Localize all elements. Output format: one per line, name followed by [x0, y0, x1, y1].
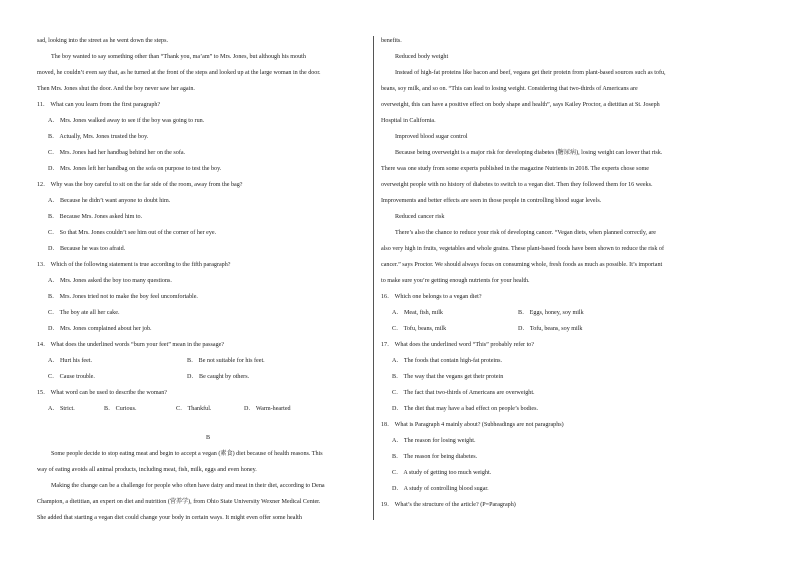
question-16-option-a[interactable]: A． Meat, fish, milk [392, 310, 443, 316]
subheading-cancer-risk: Reduced cancer risk [395, 214, 445, 220]
question-16-stem: 16． Which one belongs to a vegan diet? [381, 294, 482, 300]
question-17-option-b[interactable]: B． The way that the vegans get their protein [392, 374, 504, 380]
question-17-option-a[interactable]: A． The foods that contain high-fat proteins. [392, 358, 503, 364]
subheading-reduced-body-weight: Reduced body weight [395, 54, 449, 60]
question-12-stem: 12． Why was the boy careful to sit on the far side of the room, away from the bag? [37, 182, 243, 188]
question-11-option-c[interactable]: C． Mrs. Jones had her handbag behind her on the sofa. [48, 150, 186, 156]
question-15-option-b[interactable]: B． Curious. [104, 406, 137, 412]
passage-b-p1-line1: Some people decide to stop eating meat and begin to accept a vegan (素食) diet because of health reasons. This [51, 451, 323, 457]
question-12-option-a[interactable]: A． Because he didn’t want anyone to doubt him. [48, 198, 171, 204]
question-12-option-b[interactable]: B． Because Mrs. Jones asked him to. [48, 214, 143, 220]
question-13-option-c[interactable]: C． The boy ate all her cake. [48, 310, 120, 316]
paragraph-weight-line2: beans, soy milk, and so on. “This can lead to losing weight. Considering that two-thirds of Americans are [381, 86, 638, 92]
paragraph-cancer-line4: to make sure you’re getting enough nutrients for your health. [381, 278, 530, 284]
question-11-option-d[interactable]: D． Mrs. Jones left her handbag on the sofa on purpose to test the boy. [48, 166, 222, 172]
question-13-option-d[interactable]: D． Mrs. Jones complained about her job. [48, 326, 152, 332]
paragraph-cancer-line1: There’s also the chance to reduce your risk of developing cancer. “Vegan diets, when planned correctly, are [395, 230, 657, 236]
question-11-stem: 11． What can you learn from the first paragraph? [37, 102, 161, 108]
paragraph-sugar-line1: Because being overweight is a major risk for developing diabetes (糖尿病), losing weight can lower that risk. [395, 150, 663, 156]
question-17-option-c[interactable]: C． The fact that two-thirds of Americans are overweight. [392, 390, 535, 396]
question-15-option-c[interactable]: C． Thankful. [176, 406, 212, 412]
question-13-stem: 13． Which of the following statement is true according to the fifth paragraph? [37, 262, 231, 268]
question-14-stem: 14． What does the underlined words “burn your feet” mean in the passage? [37, 342, 225, 348]
question-18-option-b[interactable]: B． The reason for being diabetes. [392, 454, 478, 460]
paragraph-cancer-line2: also very high in fruits, vegetables and whole grains. These plant-based foods have been shown to reduce the risk of [381, 246, 664, 252]
passage-b-p1-line2: way of eating avoids all animal products, including meat, fish, milk, eggs and even honey. [37, 467, 257, 473]
passage-b-cont-end: benefits. [381, 38, 402, 44]
question-18-option-a[interactable]: A． The reason for losing weight. [392, 438, 476, 444]
question-11-option-a[interactable]: A． Mrs. Jones walked away to see if the boy was going to run. [48, 118, 205, 124]
question-14-option-b[interactable]: B． Be not suitable for his feet. [187, 358, 265, 364]
passage-b-p2-line1: Making the change can be a challenge for people who often have dairy and meat in their diet, according to Dena [51, 483, 325, 489]
question-18-option-c[interactable]: C． A study of getting too much weight. [392, 470, 492, 476]
question-16-option-c[interactable]: C． Tofu, beans, milk [392, 326, 447, 332]
question-14-option-c[interactable]: C． Cause trouble. [48, 374, 95, 380]
paragraph-sugar-line2: There was one study from some experts published in the magazine Nutrients in 2018. The experts chose some [381, 166, 649, 172]
section-b-label: B [206, 435, 211, 441]
question-16-option-b[interactable]: B． Eggs, honey, soy milk [518, 310, 584, 316]
question-15-option-d[interactable]: D． Warm-hearted [244, 406, 291, 412]
question-12-option-d[interactable]: D． Because he was too afraid. [48, 246, 126, 252]
question-17-stem: 17． What does the underlined word “This” probably refer to? [381, 342, 535, 348]
paragraph-weight-line3: overweight, this can have a positive effect on body shape and health”, says Kailey Proctor, a dietitian at St. Joseph [381, 102, 660, 108]
question-11-option-b[interactable]: B． Actually, Mrs. Jones trusted the boy. [48, 134, 149, 140]
paragraph-cancer-line3: cancer.” says Proctor. We should always focus on consuming whole, fresh foods as much as possible. It’s important [381, 262, 663, 268]
subheading-blood-sugar: Improved blood sugar control [395, 134, 468, 140]
passage-b-p2-line3: She added that starting a vegan diet could change your body in certain ways. It might even offer some health [37, 515, 302, 521]
question-15-option-a[interactable]: A． Strict. [48, 406, 75, 412]
question-16-option-d[interactable]: D． Tofu, beans, soy milk [518, 326, 583, 332]
question-17-option-d[interactable]: D． The diet that may have a bad effect on people’s bodies. [392, 406, 538, 412]
paragraph-weight-line1: Instead of high-fat proteins like bacon and beef, vegans get their protein from plant-based sources such as tofu, [395, 70, 666, 76]
question-14-option-d[interactable]: D． Be caught by others. [187, 374, 250, 380]
paragraph-sugar-line4: Improvements and better effects are seen in those people in controlling blood sugar levels. [381, 198, 602, 204]
column-divider [373, 36, 374, 520]
question-19-stem: 19． What’s the structure of the article? (P=Paragraph) [381, 502, 516, 508]
passage-a-p-line1: The boy wanted to say something other than “Thank you, ma’am” to Mrs. Jones, but although his mouth [51, 54, 306, 60]
question-15-stem: 15． What word can be used to describe the woman? [37, 390, 168, 396]
question-13-option-a[interactable]: A． Mrs. Jones asked the boy too many questions. [48, 278, 172, 284]
question-13-option-b[interactable]: B． Mrs. Jones tried not to make the boy feel uncomfortable. [48, 294, 198, 300]
question-14-option-a[interactable]: A． Hurt his feet. [48, 358, 93, 364]
paragraph-sugar-line3: overweight people with no history of diabetes to switch to a vegan diet. Then they followed them for 16 weeks. [381, 182, 653, 188]
question-12-option-c[interactable]: C． So that Mrs. Jones couldn’t see him out of the corner of her eye. [48, 230, 217, 236]
passage-a-p-line3: Then Mrs. Jones shut the door. And the boy never saw her again. [37, 86, 195, 92]
passage-b-p2-line2: Champion, a dietitian, an expert on diet and nutrition (营养学), from Ohio State University Wexner Medical Center. [37, 499, 321, 505]
passage-a-p-line2: moved, he couldn’t even say that, as he turned at the front of the steps and looked up at the large woman in the door. [37, 70, 321, 76]
paragraph-weight-line4: Hospital in California. [381, 118, 436, 124]
passage-a-end: sad, looking into the street as he went down the steps. [37, 38, 168, 44]
question-18-option-d[interactable]: D． A study of controlling blood sugar. [392, 486, 489, 492]
question-18-stem: 18． What is Paragraph 4 mainly about? (Subheadings are not paragraphs) [381, 422, 564, 428]
